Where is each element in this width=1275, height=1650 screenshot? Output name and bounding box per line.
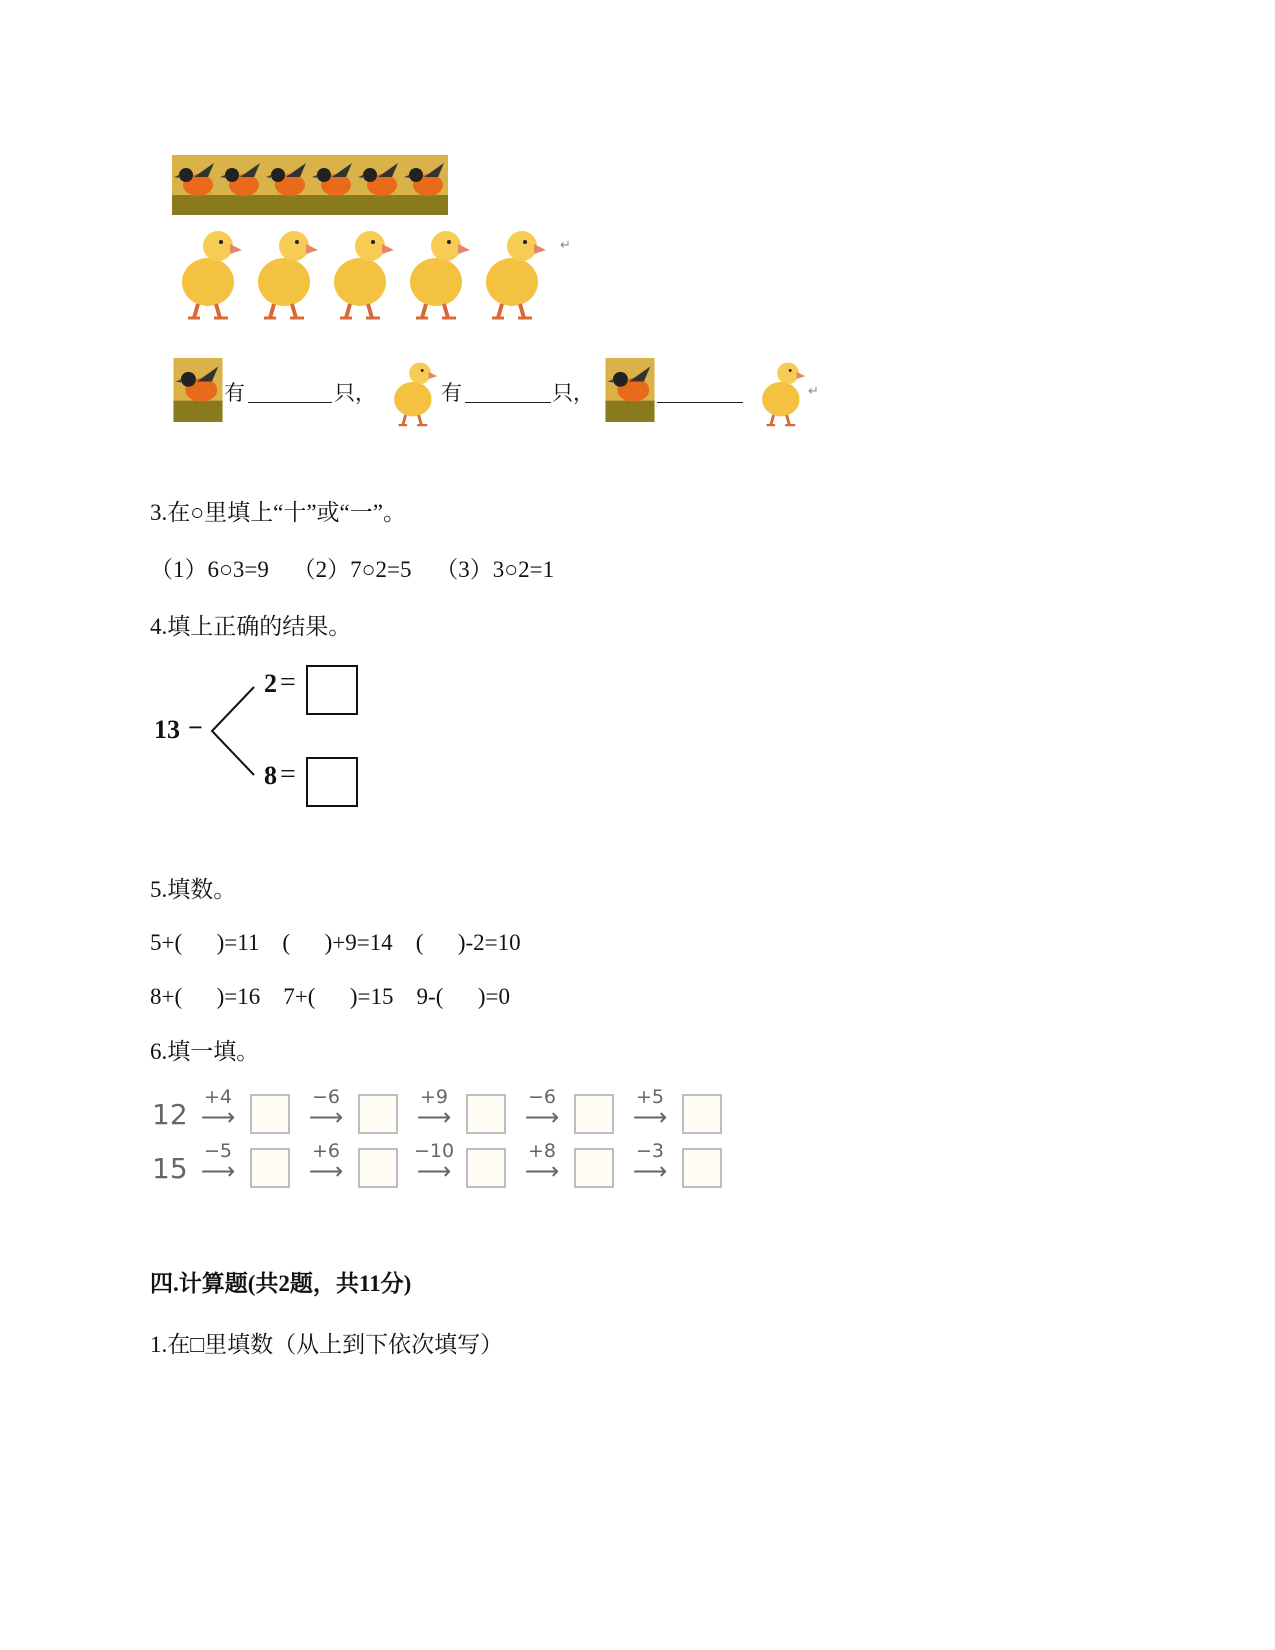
bird-photo-icon bbox=[172, 155, 218, 215]
q5-equation: ( )-2=10 bbox=[415, 930, 521, 955]
duckling-photo-icon bbox=[254, 222, 320, 322]
q3-title: 3.在○里填上“十”或“一”。 bbox=[150, 500, 406, 525]
chain-answer-box[interactable] bbox=[466, 1094, 506, 1134]
duckling-photo-icon bbox=[390, 356, 440, 428]
chain-operation: −10 ⟶ bbox=[413, 1140, 455, 1185]
duck-has-label: 有 bbox=[441, 381, 462, 405]
q5-row-1 bbox=[150, 928, 521, 958]
q5-row-2 bbox=[150, 982, 510, 1012]
chain-operation: +9 ⟶ bbox=[412, 1086, 456, 1126]
subtraction-tree bbox=[150, 665, 370, 825]
right-arrow-icon: ⟶ bbox=[200, 1103, 236, 1131]
paragraph-return-icon: ↵ bbox=[560, 238, 571, 253]
tree-top-subtrahend: 2 bbox=[264, 669, 277, 698]
right-arrow-icon: ⟶ bbox=[416, 1157, 452, 1185]
fill-chain-row-2 bbox=[150, 1140, 730, 1192]
chain-answer-box[interactable] bbox=[574, 1148, 614, 1188]
q3-item: （2）7○2=5 bbox=[292, 557, 412, 582]
chain-start-number: 15 bbox=[152, 1152, 188, 1185]
right-arrow-icon: ⟶ bbox=[416, 1103, 452, 1131]
chain-operation: −6 ⟶ bbox=[520, 1086, 564, 1126]
q5-equation: 7+( )=15 bbox=[283, 984, 394, 1009]
bird-photo-icon bbox=[604, 358, 656, 422]
bird-unit-label: 只， bbox=[334, 381, 376, 405]
q5-equation: 9-( )=0 bbox=[416, 984, 510, 1009]
right-arrow-icon: ⟶ bbox=[632, 1157, 668, 1185]
q5-equation: 8+( )=16 bbox=[150, 984, 261, 1009]
q3-item: （3）3○2=1 bbox=[435, 557, 555, 582]
duck-row bbox=[178, 222, 558, 322]
chain-answer-box[interactable] bbox=[574, 1094, 614, 1134]
paragraph-return-icon: ↵ bbox=[808, 384, 819, 399]
chain-answer-box[interactable] bbox=[358, 1148, 398, 1188]
tree-minus-sign: − bbox=[188, 713, 203, 742]
q5-title: 5.填数。 bbox=[150, 877, 237, 902]
tree-base-number: 13 bbox=[154, 715, 180, 744]
bird-photo-icon bbox=[356, 155, 402, 215]
chain-operation: +6 ⟶ bbox=[304, 1140, 348, 1180]
chain-answer-box[interactable] bbox=[250, 1094, 290, 1134]
q3-item: （1）6○3=9 bbox=[150, 557, 269, 582]
chain-operation: −3 ⟶ bbox=[628, 1140, 672, 1180]
tree-bottom-equals: = bbox=[280, 759, 296, 790]
bird-photo-icon bbox=[264, 155, 310, 215]
duck-count-blank[interactable] bbox=[465, 402, 551, 403]
chain-operation: +5 ⟶ bbox=[628, 1086, 672, 1126]
bird-photo-icon bbox=[172, 358, 224, 422]
bird-count-blank[interactable] bbox=[248, 402, 332, 403]
q3-items bbox=[150, 555, 554, 585]
chain-answer-box[interactable] bbox=[358, 1094, 398, 1134]
section-heading: 四.计算题(共2题，共11分) bbox=[150, 1271, 412, 1296]
bird-photo-icon bbox=[310, 155, 356, 215]
right-arrow-icon: ⟶ bbox=[308, 1103, 344, 1131]
chain-answer-box[interactable] bbox=[682, 1148, 722, 1188]
bird-row bbox=[172, 155, 448, 215]
chain-operation: −5 ⟶ bbox=[196, 1140, 240, 1180]
fill-chain-row-1 bbox=[150, 1086, 730, 1138]
duckling-photo-icon bbox=[758, 356, 808, 428]
bird-photo-icon bbox=[218, 155, 264, 215]
chain-operation: +4 ⟶ bbox=[196, 1086, 240, 1126]
duck-unit-label: 只， bbox=[552, 381, 594, 405]
tree-bottom-answer-box[interactable] bbox=[306, 757, 358, 807]
chain-answer-box[interactable] bbox=[682, 1094, 722, 1134]
right-arrow-icon: ⟶ bbox=[200, 1157, 236, 1185]
right-arrow-icon: ⟶ bbox=[524, 1103, 560, 1131]
right-arrow-icon: ⟶ bbox=[632, 1103, 668, 1131]
duckling-photo-icon bbox=[330, 222, 396, 322]
tree-branch-lines bbox=[210, 685, 260, 795]
compare-blank[interactable] bbox=[657, 402, 743, 403]
bird-photo-icon bbox=[402, 155, 448, 215]
chain-operation: +8 ⟶ bbox=[520, 1140, 564, 1180]
q5-equation: ( )+9=14 bbox=[282, 930, 393, 955]
chain-operation: −6 ⟶ bbox=[304, 1086, 348, 1126]
q6-title: 6.填一填。 bbox=[150, 1039, 260, 1064]
tree-top-answer-box[interactable] bbox=[306, 665, 358, 715]
chain-answer-box[interactable] bbox=[466, 1148, 506, 1188]
chain-start-number: 12 bbox=[152, 1098, 188, 1131]
tree-top-equals: = bbox=[280, 667, 296, 698]
right-arrow-icon: ⟶ bbox=[308, 1157, 344, 1185]
bird-has-label: 有 bbox=[224, 381, 245, 405]
q4-title: 4.填上正确的结果。 bbox=[150, 614, 352, 639]
right-arrow-icon: ⟶ bbox=[524, 1157, 560, 1185]
section4-q1: 1.在□里填数（从上到下依次填写） bbox=[150, 1332, 504, 1357]
q5-equation: 5+( )=11 bbox=[150, 930, 260, 955]
duckling-photo-icon bbox=[406, 222, 472, 322]
duckling-photo-icon bbox=[178, 222, 244, 322]
tree-bottom-subtrahend: 8 bbox=[264, 761, 277, 790]
duckling-photo-icon bbox=[482, 222, 548, 322]
chain-answer-box[interactable] bbox=[250, 1148, 290, 1188]
